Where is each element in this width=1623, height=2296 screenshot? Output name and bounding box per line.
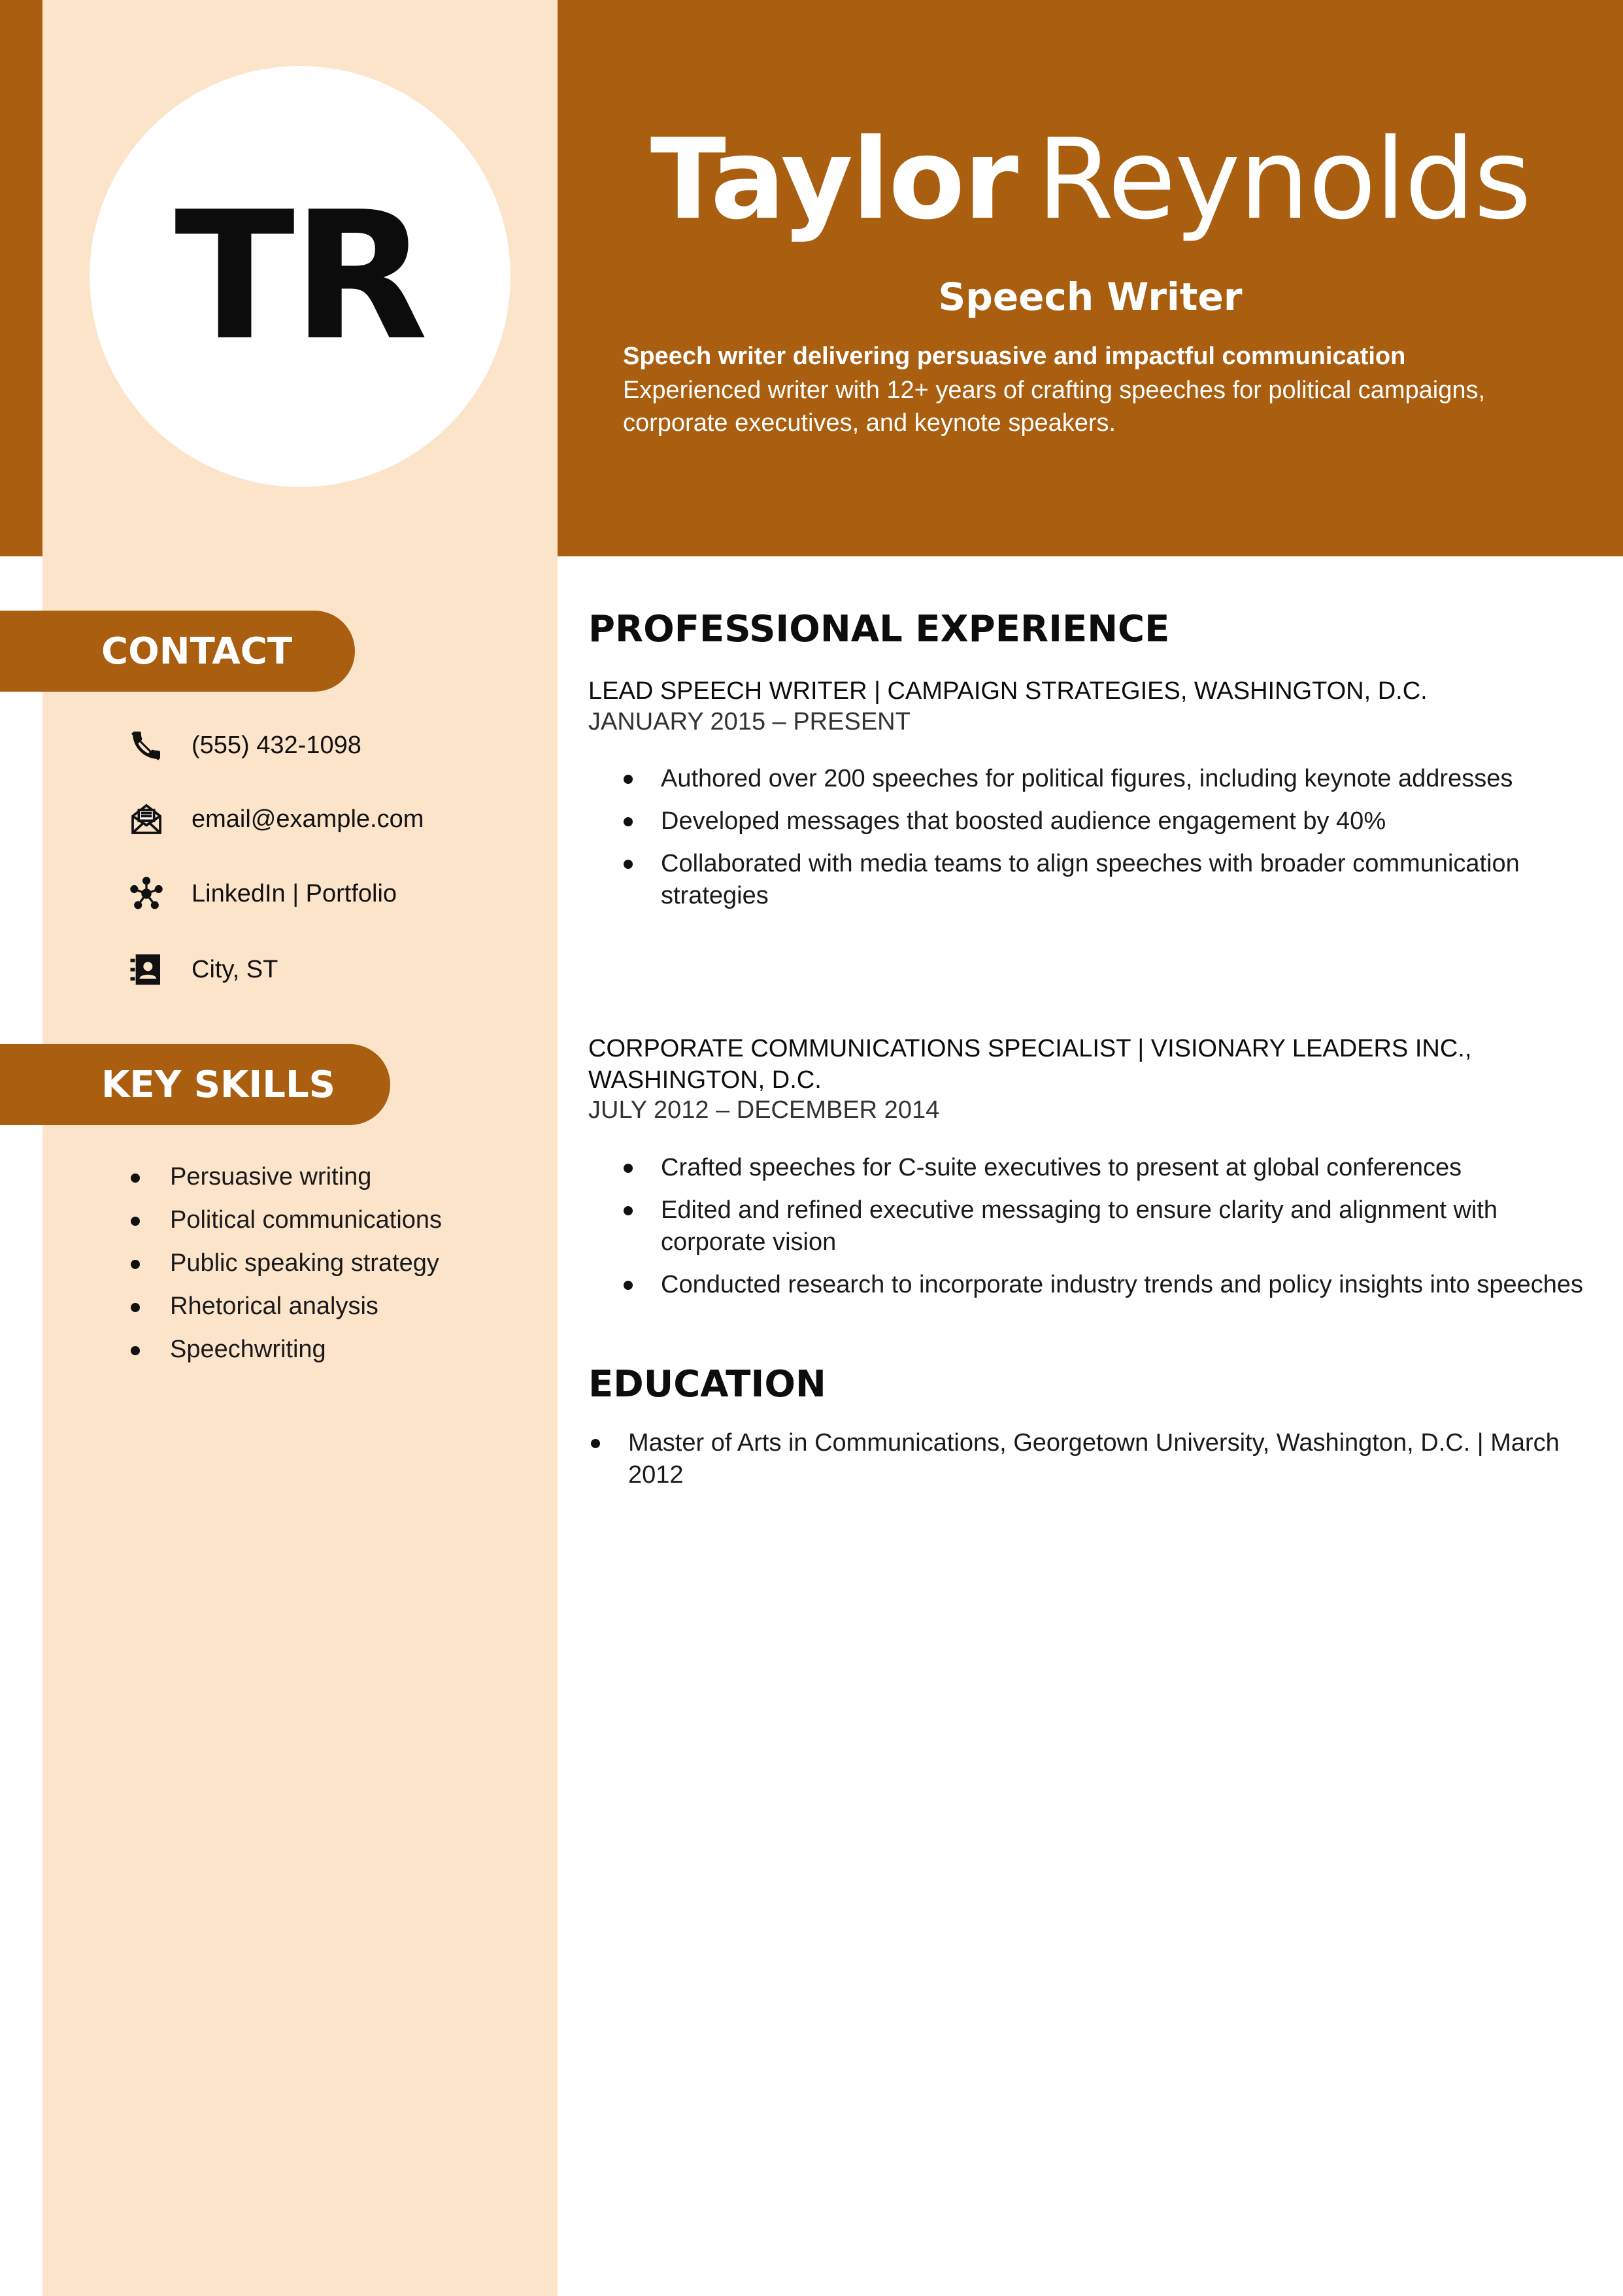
location-icon (127, 951, 165, 988)
job-bullet: Crafted speeches for C-suite executives to present at global conferences (624, 1152, 1584, 1184)
monogram-badge (90, 66, 510, 487)
monogram: TR (174, 173, 426, 379)
job-dates: JULY 2012 – DECEMBER 2014 (588, 1096, 940, 1124)
job-title: Speech Writer (938, 275, 1243, 319)
first-name: Taylor (650, 115, 1018, 245)
job-bullet: Conducted research to incorporate industry trends and policy insights into speeches (624, 1269, 1584, 1301)
contact-title: CONTACT (101, 630, 293, 673)
skill-item: Public speaking strategy (131, 1243, 442, 1287)
experience-title: PROFESSIONAL EXPERIENCE (588, 608, 1170, 650)
contact-section-header (0, 611, 355, 692)
contact-phone (127, 722, 361, 768)
job-bullet: Developed messages that boosted audience engagement by 40% (624, 805, 1584, 837)
phone-icon (127, 726, 165, 764)
skill-item: Political communications (131, 1200, 442, 1243)
skill-item: Persuasive writing (131, 1157, 442, 1200)
job-bullet: Collaborated with media teams to align speeches with broader communication strategies (624, 848, 1584, 912)
contact-phone-text: (555) 432-1098 (192, 731, 361, 759)
contact-email (127, 796, 424, 842)
skills-title: KEY SKILLS (101, 1063, 335, 1106)
job-heading: CORPORATE COMMUNICATIONS SPECIALIST | VISIONARY LEADERS INC., WASHINGTON, D.C. (588, 1035, 1472, 1094)
contact-location (127, 947, 278, 992)
last-name: Reynolds (1037, 115, 1531, 245)
summary-headline: Speech writer delivering persuasive and impactful communication (623, 343, 1406, 370)
job-heading: LEAD SPEECH WRITER | CAMPAIGN STRATEGIES, WASHINGTON, D.C. (588, 677, 1428, 705)
network-icon (127, 875, 165, 913)
education-item: Master of Arts in Communications, Georgetown University, Washington, D.C. | March 2012 (591, 1427, 1615, 1491)
summary-text: Experienced writer with 12+ years of crafting speeches for political campaigns, corporate executives, and keynote speakers. (623, 377, 1486, 437)
contact-location-text: City, ST (192, 955, 278, 983)
education-title: EDUCATION (588, 1363, 826, 1406)
contact-email-text: email@example.com (192, 805, 424, 833)
contact-links-text: LinkedIn | Portfolio (192, 879, 397, 907)
contact-links (127, 871, 397, 917)
job-bullets (624, 763, 1584, 922)
left-accent-strip (0, 0, 42, 556)
skills-section-header (0, 1044, 390, 1125)
email-icon (127, 800, 165, 838)
job-bullet: Edited and refined executive messaging to ensure clarity and alignment with corporate vision (624, 1194, 1584, 1258)
skill-item: Speechwriting (131, 1330, 442, 1373)
candidate-name (558, 115, 1623, 245)
job-bullet: Authored over 200 speeches for political figures, including keynote addresses (624, 763, 1584, 795)
skill-item: Rhetorical analysis (131, 1287, 442, 1330)
job-dates: JANUARY 2015 – PRESENT (588, 708, 911, 735)
skills-list (131, 1157, 442, 1373)
job-bullets (624, 1152, 1584, 1311)
